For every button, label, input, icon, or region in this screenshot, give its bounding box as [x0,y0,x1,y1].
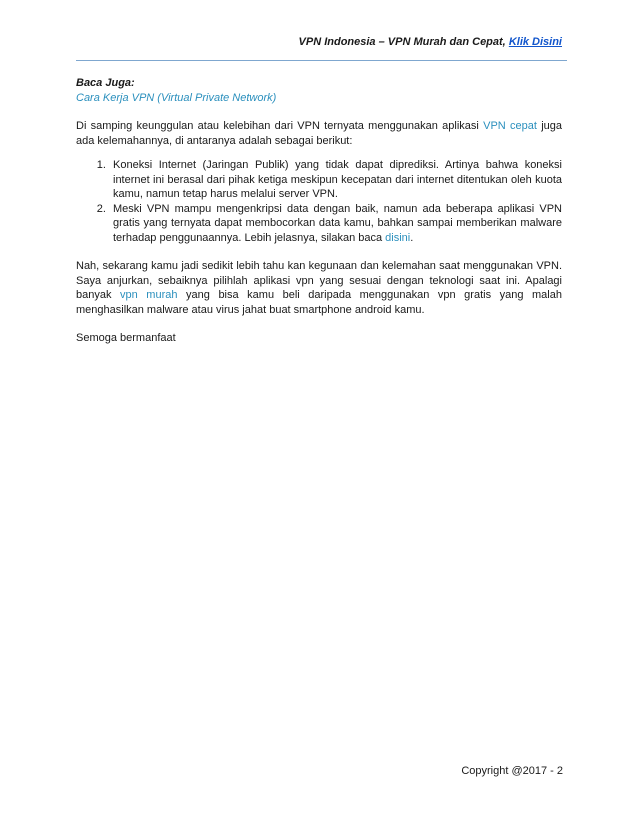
closing-text-1: Nah, sekarang kamu jadi sedikit lebih tahu kan kegunaan dan kelemahan saat menggunakan VPN. Saya anjurkan, sebaiknya pilihlah aplikasi vpn yang sesuai dengan teknologi saat ini. Apalagi banyak [76,260,562,301]
intro-text-2: juga ada kelemahannya, di antaranya adalah sebagai berikut: [76,120,562,147]
closing-text-2: yang bisa kamu beli daripada menggunakan vpn gratis yang malah menghasilkan malware atau virus jahat buat smartphone android kamu. [76,289,562,316]
list-item [109,158,562,202]
list-item-1-text: Koneksi Internet (Jaringan Publik) yang tidak dapat diprediksi. Artinya bahwa koneksi internet ini berasal dari pihak ketiga meskipun kecepatan dari internet ditentukan oleh kuota kamu, namun tetap harus melalui server VPN. [113,159,562,200]
baca-juga-title: Baca Juga: [76,77,135,89]
disini-link[interactable]: disini [385,231,411,244]
header-divider [76,60,567,61]
weakness-list [76,158,562,245]
vpn-murah-link[interactable]: vpn murah [120,289,178,301]
list-item-2-end: . [410,231,414,244]
intro-text-1: Di samping keunggulan atau kelebihan dari VPN ternyata menggunakan aplikasi [76,120,479,132]
farewell-text: Semoga bermanfaat [76,332,176,344]
list-item [109,202,562,246]
page-footer: Copyright @2017 - 2 [461,765,563,777]
intro-paragraph [76,119,562,148]
document-body [76,76,562,346]
header-title: VPN Indonesia – VPN Murah dan Cepat, [298,36,506,48]
closing-paragraph [76,259,562,317]
vpn-cepat-link[interactable]: VPN cepat [483,120,537,132]
list-item-2-text: Meski VPN mampu mengenkripsi data dengan baik, namun ada beberapa aplikasi VPN gratis yang ternyata dapat membocorkan data kamu, bahkan sampai memberikan malware terhadap penggunaannya. Lebih jelasnya, silakan baca [113,202,562,244]
page-header [76,36,562,48]
header-link[interactable]: Klik Disini [508,36,562,48]
baca-juga-link[interactable]: Cara Kerja VPN (Virtual Private Network) [76,91,277,104]
